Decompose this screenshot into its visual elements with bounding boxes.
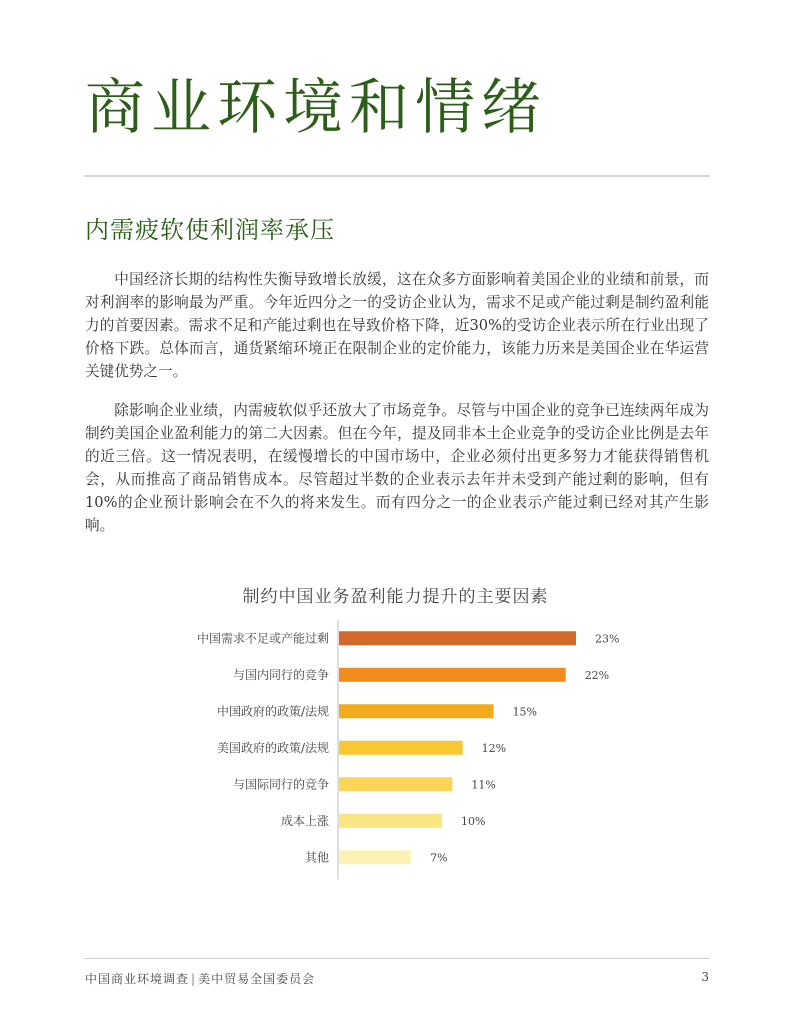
value-label: 12% [481, 741, 507, 755]
bar [339, 631, 576, 645]
footer-credit [85, 970, 315, 987]
body-paragraph-1: 中国经济长期的结构性失衡导致增长放缓，这在众多方面影响着美国企业的业绩和前景，而对利润率的影响最为严重。今年近四分之一的受访企业认为，需求不足或产能过剩是制约盈利能力的首要因素。需求不足和产能过剩也在导致价格下降，近30%的受访企业表示所在行业出现了价格下跌。总体而言，通货紧缩环境正在限制企业的定价能力，该能力历来是美国企业在华运营关键优势之一。 [85, 271, 709, 380]
footer-separator: | [191, 972, 197, 986]
value-label: 22% [584, 668, 610, 682]
section-heading: 内需疲软使利润率承压 [85, 216, 335, 244]
page-title: 商业环境和情绪 [85, 73, 547, 143]
bar-chart [0, 620, 791, 880]
bar [339, 741, 463, 755]
category-label: 与国际同行的竞争 [232, 777, 329, 792]
category-label: 其他 [304, 850, 329, 865]
category-label: 中国政府的政策/法规 [216, 704, 329, 719]
value-label: 23% [595, 632, 620, 646]
bar [339, 850, 411, 864]
chart-title: 制约中国业务盈利能力提升的主要因素 [242, 587, 549, 607]
body-paragraph-2: 除影响企业业绩，内需疲软似乎还放大了市场竞争。尽管与中国企业的竞争已连续两年成为制约美国企业盈利能力的第二大因素。但在今年，提及同非本土企业竞争的受访企业比例是去年的近三倍。这一情况表明，在缓慢增长的中国市场中，企业必须付出更多努力才能获得销售机会，从而推高了商品销售成本。尽管超过半数的企业表示去年并未受到产能过剩的影响，但有10%的企业预计影响会在不久的将来发生。而有四分之一的企业表示产能过剩已经对其产生影响。 [85, 402, 709, 534]
bar [339, 704, 494, 718]
bar [339, 668, 566, 682]
category-label: 中国需求不足或产能过剩 [196, 631, 329, 646]
bar [339, 777, 452, 791]
value-label: 15% [512, 705, 538, 719]
footer-divider [84, 958, 710, 959]
category-label: 与国内同行的竞争 [232, 667, 329, 682]
page-number: 3 [701, 970, 709, 984]
footer-organization: 美中贸易全国委员会 [198, 972, 316, 986]
value-label: 11% [471, 778, 496, 792]
category-label: 成本上涨 [280, 813, 329, 828]
bar [339, 814, 442, 828]
title-divider [84, 175, 710, 177]
category-label: 美国政府的政策/法规 [216, 740, 329, 755]
footer-report-title: 中国商业环境调查 [85, 972, 190, 986]
value-label: 7% [430, 851, 448, 865]
value-label: 10% [461, 814, 486, 828]
